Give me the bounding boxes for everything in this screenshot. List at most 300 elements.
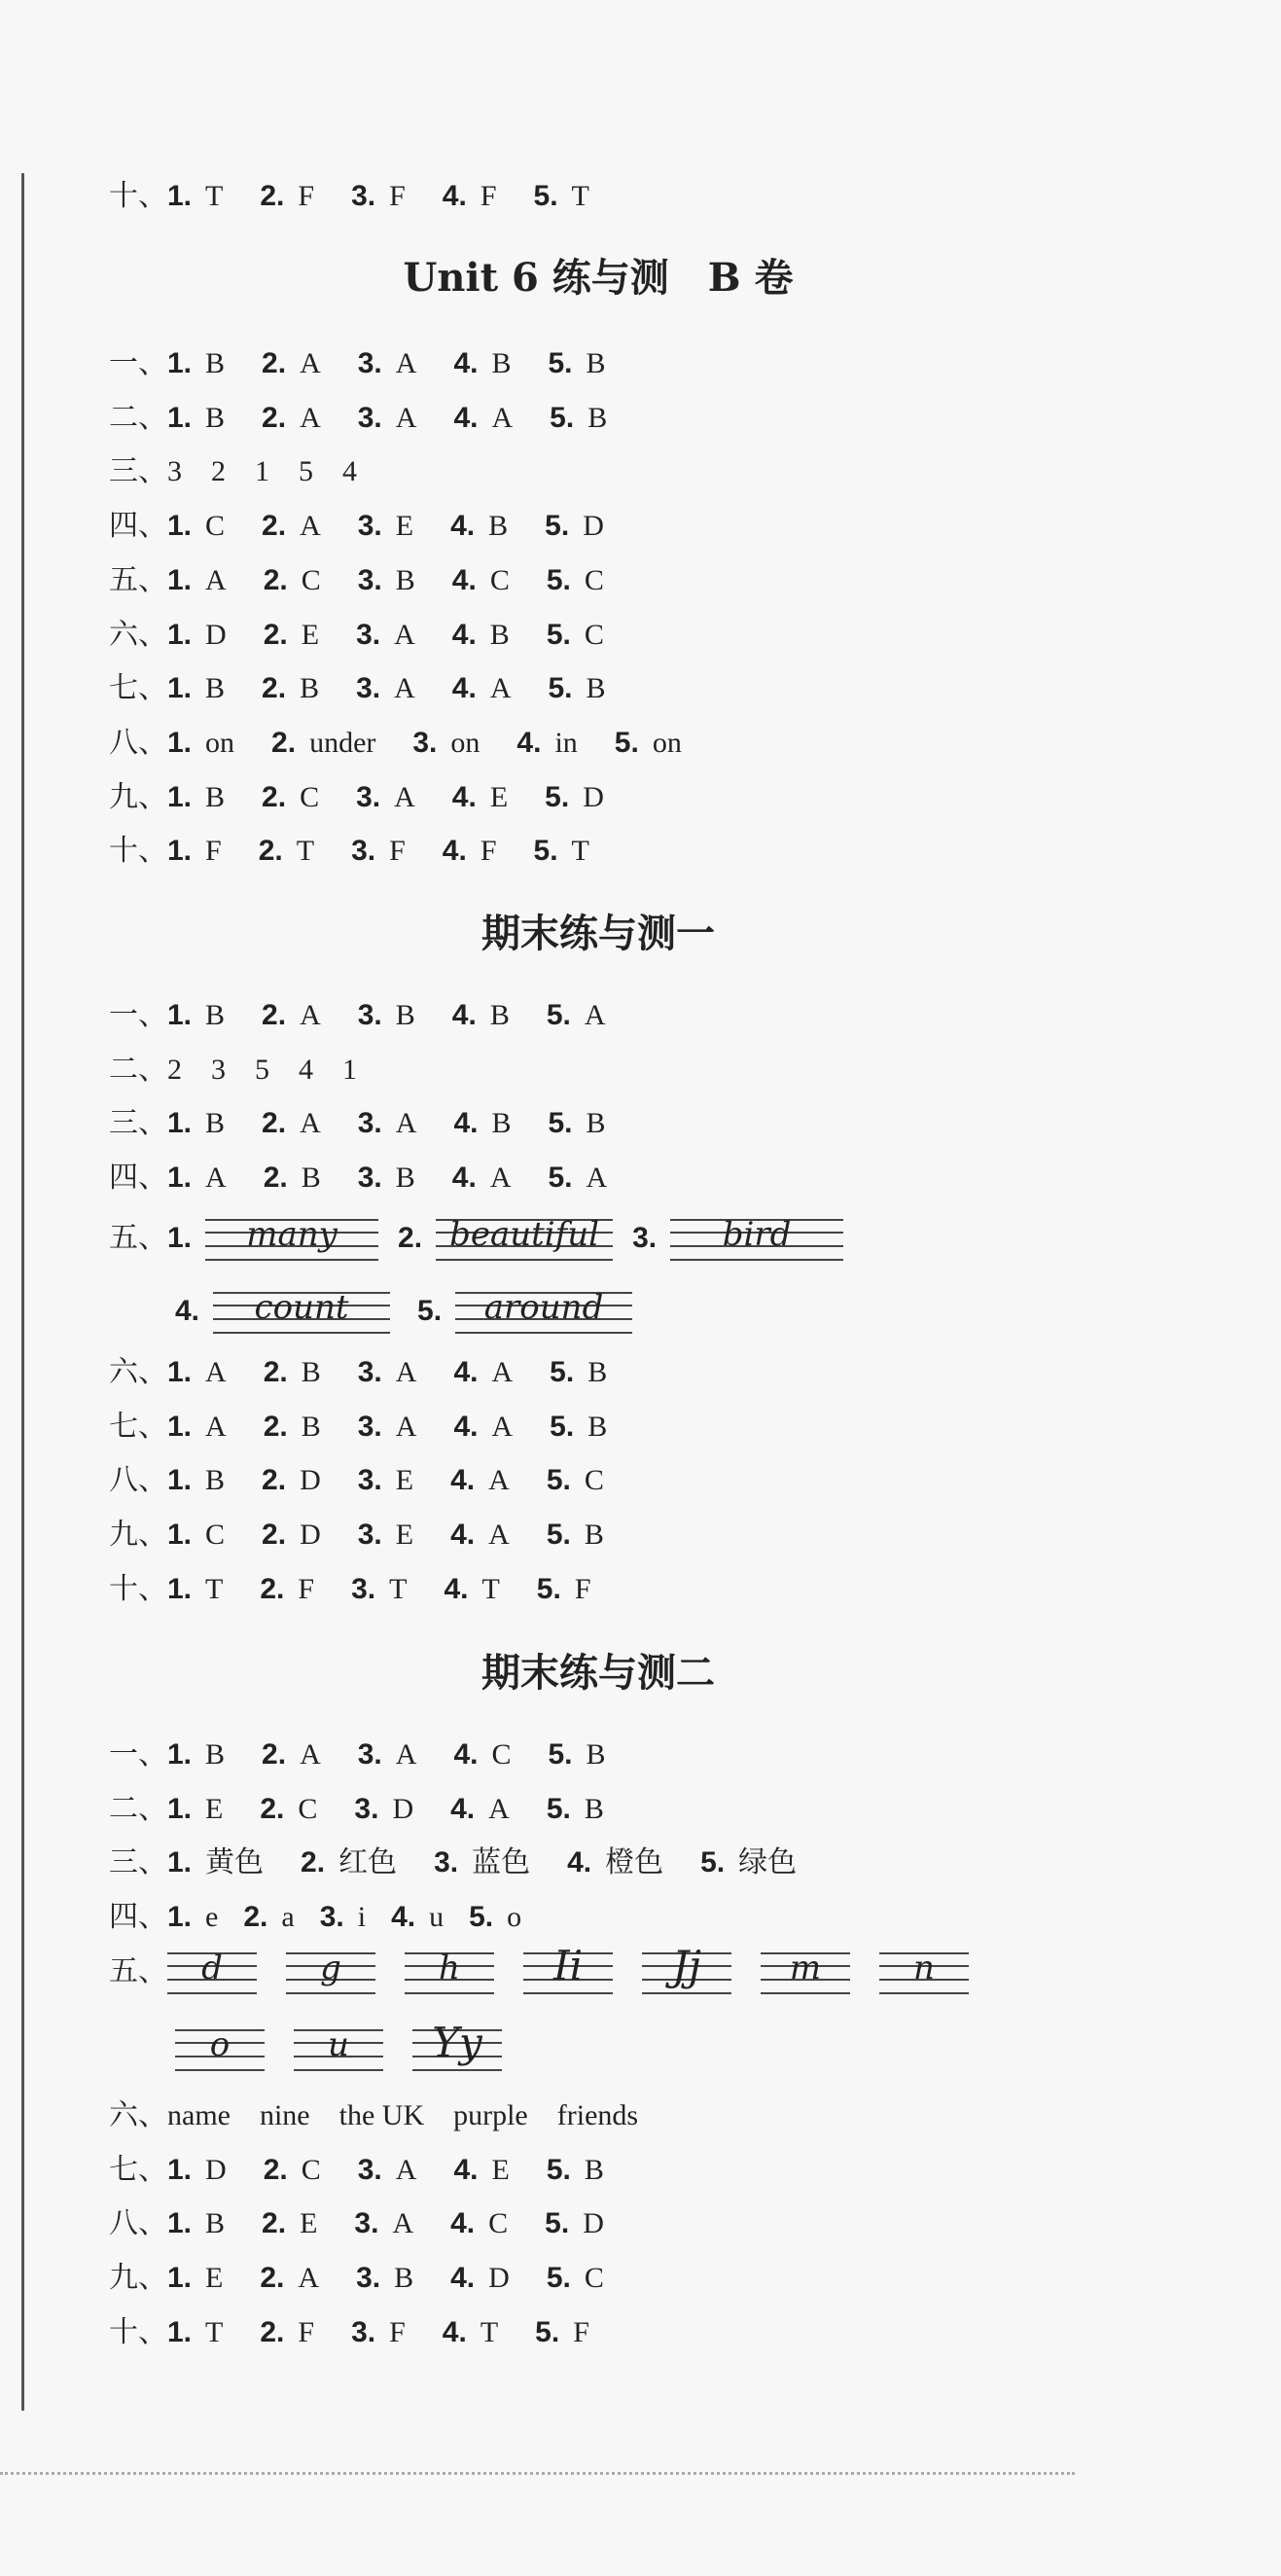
item-number: 5. — [546, 999, 571, 1031]
item-answer: T — [571, 835, 589, 868]
answer-token: 2 — [167, 1053, 182, 1086]
answer-item — [550, 391, 607, 446]
item-answer: A — [395, 347, 417, 379]
item-number: 4. — [450, 510, 476, 543]
item-answer: B — [205, 999, 226, 1031]
item-number: 3. — [356, 618, 381, 651]
item-number: 5. — [536, 1572, 561, 1605]
item-number: 4. — [391, 1901, 416, 1934]
item-answer: A — [395, 1107, 417, 1140]
writing-line — [167, 1992, 257, 1994]
item-answer: E — [301, 618, 320, 651]
answer-item — [356, 2251, 413, 2306]
item-answer: A — [394, 672, 415, 705]
item-number: 5. — [546, 563, 571, 596]
item-number: 3. — [357, 1107, 382, 1140]
item-answer: B — [394, 2262, 414, 2295]
answer-item — [264, 1151, 321, 1205]
item-answer: C — [491, 1738, 512, 1771]
question-number: 三、 — [109, 1845, 167, 1880]
item-answer: T — [205, 180, 224, 212]
item-answer: A — [395, 2153, 417, 2186]
answer-row — [109, 169, 626, 224]
answer-item — [167, 608, 227, 662]
answer-row — [109, 1728, 643, 1782]
item-number: 1. — [167, 726, 193, 759]
item-answer: 黄色 — [205, 1845, 265, 1880]
item-number: 1. — [167, 347, 193, 379]
answer-item — [453, 1096, 511, 1151]
item-answer: A — [395, 1738, 417, 1771]
answer-item — [351, 824, 406, 878]
question-number: 三、 — [109, 1106, 167, 1141]
answer-item — [358, 1345, 417, 1400]
item-number: 3. — [357, 510, 382, 543]
handwritten-answer: g — [320, 1949, 341, 1987]
item-number: 4. — [175, 1295, 200, 1327]
answer-item — [167, 824, 222, 878]
item-number: 3. — [351, 2315, 376, 2348]
item-answer: A — [395, 1356, 417, 1388]
answer-item — [534, 169, 589, 224]
question-number: 四、 — [109, 1900, 167, 1935]
answer-item — [167, 554, 227, 608]
answer-item — [167, 1890, 218, 1945]
handwritten-answer: Jj — [672, 1942, 701, 1989]
answer-item — [264, 2143, 321, 2198]
answer-item — [259, 824, 314, 878]
item-number: 1. — [167, 1519, 193, 1552]
answer-row — [109, 1453, 641, 1508]
item-number: 5. — [545, 780, 570, 813]
item-answer: B — [205, 780, 226, 813]
item-number: 3. — [351, 180, 376, 212]
item-number: 2. — [260, 2315, 285, 2348]
answer-item — [547, 608, 604, 662]
item-number: 1. — [167, 1572, 193, 1605]
item-answer: A — [300, 510, 321, 543]
item-number: 4. — [450, 1792, 476, 1825]
item-answer: B — [205, 1107, 226, 1140]
item-number: 2. — [271, 726, 297, 759]
answer-item — [167, 499, 225, 554]
answer-item — [358, 499, 413, 554]
answer-item — [356, 770, 415, 825]
answer-row — [109, 1836, 834, 1890]
item-answer: B — [491, 347, 512, 379]
writing-line — [412, 2069, 502, 2071]
item-number: 5. — [548, 1107, 573, 1140]
answer-item — [450, 2197, 508, 2251]
answer-item — [167, 2251, 223, 2306]
item-answer: F — [298, 180, 315, 212]
answer-item — [351, 2306, 406, 2360]
item-number: 3. — [357, 2153, 382, 2186]
answer-item — [167, 2306, 223, 2360]
answer-sequence — [167, 1053, 386, 1087]
item-answer: F — [573, 2315, 589, 2348]
answer-item — [450, 1453, 510, 1508]
answer-item — [547, 1508, 604, 1562]
question-number: 一、 — [109, 346, 167, 380]
answer-item — [547, 988, 606, 1043]
item-number: 2. — [262, 1464, 287, 1497]
item-number: 1. — [167, 510, 193, 543]
item-number: 1. — [167, 672, 193, 705]
answer-token: 3 — [167, 455, 182, 488]
answer-item — [262, 2197, 317, 2251]
handwriting-box — [213, 1288, 390, 1337]
answer-item — [452, 1151, 512, 1205]
item-number: 5. — [546, 2153, 571, 2186]
answer-item — [351, 169, 406, 224]
answer-row — [109, 554, 641, 608]
item-answer: A — [488, 1792, 510, 1825]
item-number: 5. — [535, 2315, 560, 2348]
answer-item — [450, 1782, 510, 1837]
item-number: 5. — [545, 510, 570, 543]
writing-line — [455, 1332, 632, 1334]
item-number: 3. — [357, 347, 382, 379]
answer-item — [358, 337, 417, 391]
item-number: 2. — [260, 1792, 285, 1825]
handwriting-box — [642, 1942, 731, 1997]
answer-item — [567, 1836, 663, 1890]
question-number: 七、 — [109, 2152, 167, 2187]
answer-item — [452, 770, 508, 825]
answer-item — [358, 554, 415, 608]
answer-row — [109, 1043, 386, 1097]
item-answer: B — [205, 401, 226, 434]
item-answer: A — [395, 401, 417, 434]
answer-item — [443, 824, 497, 878]
answer-sequence — [167, 2098, 667, 2132]
item-number: 2. — [262, 780, 287, 813]
answer-item — [444, 1562, 499, 1617]
question-number: 七、 — [109, 1409, 167, 1444]
item-number: 5. — [548, 672, 573, 705]
handwritten-answer: d — [201, 1949, 223, 1987]
item-answer: F — [389, 835, 406, 868]
item-number: 1. — [167, 1738, 193, 1771]
item-answer: A — [489, 1162, 512, 1195]
question-number: 七、 — [109, 671, 167, 706]
item-number: 4. — [450, 2207, 476, 2240]
answer-item — [545, 499, 604, 554]
handwriting-box — [436, 1215, 613, 1264]
item-number: 3. — [357, 1162, 382, 1195]
answer-item — [547, 1782, 604, 1837]
answer-item — [537, 1562, 591, 1617]
answer-row — [109, 1782, 641, 1837]
answer-item — [358, 988, 415, 1043]
item-answer: E — [205, 2262, 224, 2295]
question-number: 九、 — [109, 779, 167, 814]
answer-token: 2 — [211, 455, 226, 488]
item-answer: C — [298, 1792, 318, 1825]
writing-line — [286, 1992, 375, 1994]
answer-row — [109, 337, 643, 391]
item-answer: A — [300, 999, 321, 1031]
question-number: 九、 — [109, 1518, 167, 1553]
item-number: 3. — [357, 563, 382, 596]
item-answer: C — [300, 780, 320, 813]
answer-item — [167, 1400, 227, 1454]
question-number: 十、 — [109, 1571, 167, 1606]
handwriting-box — [412, 2019, 502, 2074]
handwriting-box — [761, 1949, 850, 1997]
answer-row — [109, 2306, 626, 2360]
answer-token: 1 — [342, 1053, 357, 1086]
question-number: 五、 — [109, 562, 167, 597]
item-answer: B — [205, 2207, 226, 2240]
answer-item — [434, 1836, 530, 1890]
answer-item — [549, 1728, 606, 1782]
item-number: 2. — [263, 2153, 288, 2186]
item-answer: C — [488, 2207, 509, 2240]
item-answer: D — [300, 1519, 321, 1552]
answer-item — [443, 169, 497, 224]
item-answer: C — [584, 1464, 604, 1497]
item-number: 4. — [453, 401, 479, 434]
question-number: 四、 — [109, 509, 167, 544]
item-answer: D — [488, 2262, 510, 2295]
item-number: 1. — [167, 835, 193, 868]
item-number: 4. — [516, 726, 542, 759]
answer-item — [262, 770, 319, 825]
item-answer: D — [392, 1792, 414, 1825]
writing-item — [632, 1209, 843, 1268]
item-number: 5. — [546, 618, 571, 651]
question-number: 一、 — [109, 998, 167, 1032]
answer-item — [260, 2306, 314, 2360]
item-number: 4. — [451, 563, 477, 596]
item-answer: F — [298, 2315, 315, 2348]
item-answer: F — [480, 835, 497, 868]
item-number: 4. — [450, 1464, 476, 1497]
item-number: 2. — [262, 672, 287, 705]
item-answer: A — [300, 401, 321, 434]
handwriting-box — [205, 1215, 378, 1264]
answer-item — [358, 1453, 413, 1508]
item-answer: A — [205, 1162, 227, 1195]
answer-item — [167, 337, 225, 391]
answer-item — [167, 1096, 225, 1151]
item-number: 5. — [546, 1464, 571, 1497]
item-number: 5. — [533, 835, 558, 868]
item-answer: e — [205, 1901, 219, 1934]
answer-token: 5 — [299, 455, 313, 488]
item-answer: C — [489, 563, 510, 596]
answer-item — [452, 554, 510, 608]
answer-row — [109, 1890, 547, 1945]
answer-item — [262, 1096, 321, 1151]
item-number: 3. — [357, 1464, 382, 1497]
item-answer: A — [300, 347, 321, 379]
answer-token: 3 — [211, 1053, 226, 1086]
answer-row — [109, 770, 641, 825]
item-number: 2. — [260, 2262, 285, 2295]
item-answer: A — [395, 1410, 417, 1443]
question-number: 一、 — [109, 1737, 167, 1771]
answer-item — [262, 662, 319, 716]
item-number: 1. — [167, 2315, 193, 2348]
item-answer: B — [300, 672, 320, 705]
question-number: 六、 — [109, 617, 167, 652]
item-answer: T — [296, 835, 315, 868]
item-number: 3. — [632, 1222, 658, 1254]
item-number: 4. — [450, 1519, 476, 1552]
answer-row — [109, 662, 643, 716]
item-answer: B — [586, 1738, 606, 1771]
item-answer: A — [584, 999, 606, 1031]
item-answer: B — [395, 1162, 415, 1195]
item-number: 3. — [354, 1792, 379, 1825]
item-number: 3. — [357, 401, 382, 434]
item-number: 3. — [412, 726, 438, 759]
answer-item — [167, 2143, 227, 2198]
item-answer: B — [586, 347, 606, 379]
section-title: 期末练与测一 — [481, 911, 715, 956]
item-number: 1. — [167, 780, 193, 813]
item-number: 2. — [263, 1162, 288, 1195]
item-number: 3. — [351, 1572, 376, 1605]
answer-item — [358, 2143, 417, 2198]
answer-item — [260, 1562, 314, 1617]
answer-item — [452, 608, 510, 662]
answer-item — [453, 1400, 513, 1454]
handwriting-box — [455, 1288, 632, 1337]
answer-item — [545, 2197, 604, 2251]
handwriting-box — [405, 1949, 494, 1997]
item-answer: A — [394, 780, 415, 813]
writing-line — [213, 1332, 390, 1334]
writing-line — [670, 1259, 843, 1261]
answer-row — [109, 445, 386, 499]
answer-item — [262, 391, 321, 446]
item-number: 4. — [451, 672, 477, 705]
handwritten-answer: Ii — [552, 1942, 584, 1989]
answer-item — [452, 988, 510, 1043]
answer-item — [271, 716, 375, 770]
item-answer: A — [491, 401, 514, 434]
item-answer: A — [586, 1162, 608, 1195]
item-answer: 红色 — [338, 1845, 398, 1880]
item-answer: B — [584, 2153, 604, 2186]
item-number: 3. — [357, 1356, 382, 1388]
item-answer: E — [395, 1519, 414, 1552]
item-number: 4. — [567, 1846, 592, 1879]
question-number: 八、 — [109, 2206, 167, 2241]
item-number: 1. — [167, 1356, 193, 1388]
answer-row — [109, 824, 626, 878]
handwritten-answer: bird — [722, 1215, 792, 1254]
answer-item — [358, 1508, 413, 1562]
handwritten-answer: u — [328, 2025, 349, 2064]
item-answer: B — [205, 1464, 226, 1497]
question-number: 八、 — [109, 725, 167, 760]
item-answer: B — [586, 672, 606, 705]
item-number: 1. — [167, 1792, 193, 1825]
item-number: 2. — [263, 618, 288, 651]
answer-token: 5 — [255, 1053, 269, 1086]
item-number: 1. — [167, 2153, 193, 2186]
item-number: 4. — [451, 1162, 477, 1195]
answer-row — [109, 391, 644, 446]
answer-row — [109, 2143, 641, 2198]
item-number: 5. — [548, 1162, 573, 1195]
writing-line — [523, 1992, 613, 1994]
item-answer: 绿色 — [738, 1845, 798, 1880]
bottom-dotted-divider — [0, 2472, 1075, 2475]
section-title: 期末练与测二 — [481, 1650, 715, 1696]
writing-line — [294, 2069, 383, 2071]
answer-item — [450, 1508, 510, 1562]
question-number: 十、 — [109, 834, 167, 869]
item-answer: A — [392, 2207, 414, 2240]
answer-item — [167, 1453, 225, 1508]
answer-token: friends — [556, 2099, 639, 2131]
answer-item — [412, 716, 480, 770]
answer-item — [391, 1890, 444, 1945]
item-answer: D — [583, 2207, 604, 2240]
item-number: 5. — [545, 2207, 570, 2240]
answer-item — [167, 1836, 264, 1890]
answer-item — [262, 1508, 321, 1562]
answer-item — [260, 169, 314, 224]
item-answer: F — [205, 835, 222, 868]
answer-row — [109, 1096, 643, 1151]
answer-row — [109, 1345, 644, 1400]
answer-item — [550, 1400, 607, 1454]
handwritten-answer: n — [913, 1949, 935, 1987]
answer-token: nine — [259, 2099, 310, 2131]
item-answer: A — [300, 1107, 321, 1140]
question-number: 十、 — [109, 2314, 167, 2349]
item-number: 5. — [546, 1792, 571, 1825]
item-number: 4. — [442, 180, 467, 212]
item-number: 2. — [262, 347, 287, 379]
answer-row — [109, 499, 641, 554]
item-answer: C — [205, 1519, 226, 1552]
item-answer: D — [583, 780, 604, 813]
item-number: 1. — [167, 2262, 193, 2295]
question-number: 二、 — [109, 1791, 167, 1826]
answer-item — [453, 2143, 509, 2198]
item-number: 2. — [262, 2207, 287, 2240]
item-number: 1. — [167, 2207, 193, 2240]
item-number: 1. — [167, 1162, 193, 1195]
answer-item — [167, 1562, 223, 1617]
item-answer: F — [574, 1572, 591, 1605]
item-answer: B — [205, 672, 226, 705]
item-answer: on — [450, 726, 480, 759]
item-answer: B — [301, 1410, 321, 1443]
handwritten-answer: h — [439, 1949, 460, 1987]
item-answer: C — [301, 2153, 321, 2186]
answer-token: name — [167, 2099, 231, 2131]
item-number: 4. — [442, 835, 467, 868]
writing-line — [436, 1259, 613, 1261]
item-number: 3. — [434, 1846, 459, 1879]
question-number: 十、 — [109, 179, 167, 213]
item-number: 3. — [356, 672, 381, 705]
answer-row — [109, 2089, 667, 2143]
handwritten-answer: m — [789, 1949, 822, 1987]
item-number: 5. — [614, 726, 639, 759]
item-number: 2. — [301, 1846, 326, 1879]
item-answer: A — [394, 618, 415, 651]
